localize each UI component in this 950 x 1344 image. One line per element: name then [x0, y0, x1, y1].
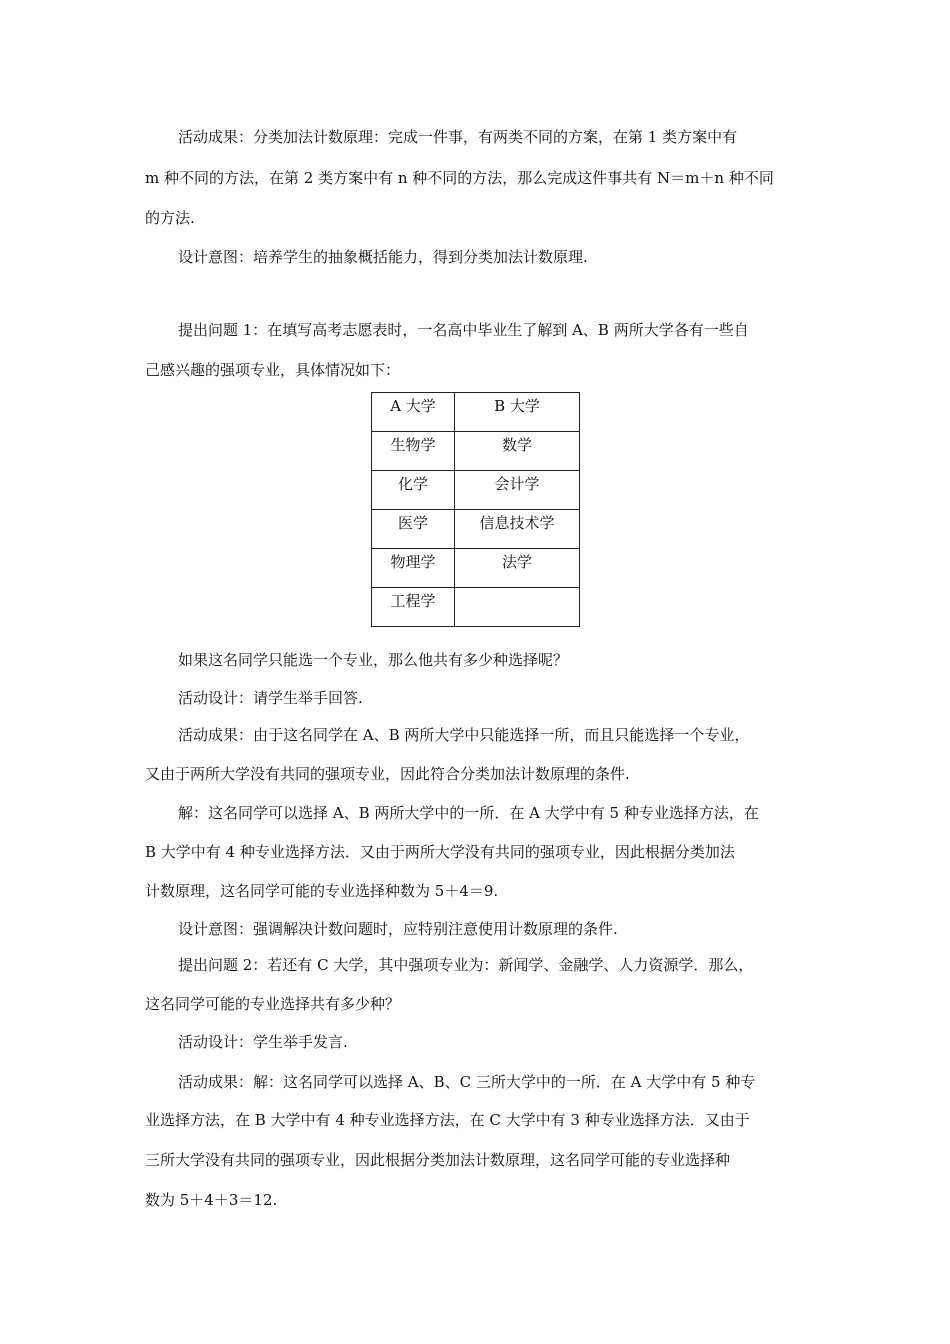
- table-row: [372, 471, 580, 510]
- paragraph-question-prompt: 如果这名同学只能选一个专业，那么他共有多少种选择呢？: [178, 651, 569, 669]
- paragraph-question-2-line-1: 提出问题 2：若还有 C 大学，其中强项专业为：新闻学、金融学、人力资源学．那么，: [178, 956, 754, 974]
- table-cell: 会计学: [455, 471, 580, 510]
- table-cell: 化学: [372, 471, 455, 510]
- table-header-row: [372, 393, 580, 432]
- table-cell: [455, 588, 580, 627]
- paragraph-question-2-line-2: 这名同学可能的专业选择共有多少种？: [145, 995, 401, 1013]
- paragraph-activity-result-1-line-3: 的方法.: [145, 209, 195, 227]
- paragraph-design-intent-2: 设计意图：强调解决计数问题时，应特别注意使用计数原理的条件.: [178, 920, 618, 938]
- table-cell: 数学: [455, 432, 580, 471]
- paragraph-activity-result-1-line-2: m 种不同的方法，在第 2 类方案中有 n 种不同的方法，那么完成这件事共有 N＝m＋n 种不同: [145, 169, 774, 187]
- paragraph-solution-1-line-3: 计数原理，这名同学可能的专业选择种数为 5＋4＝9.: [145, 882, 499, 900]
- table-cell: 信息技术学: [455, 510, 580, 549]
- paragraph-solution-1-line-2: B 大学中有 4 种专业选择方法．又由于两所大学没有共同的强项专业，因此根据分类加法: [145, 843, 735, 861]
- paragraph-activity-result-2-line-1: 活动成果：由于这名同学在 A、B 两所大学中只能选择一所，而且只能选择一个专业，: [178, 726, 750, 744]
- paragraph-question-1-line-1: 提出问题 1：在填写高考志愿表时，一名高中毕业生了解到 A、B 两所大学各有一些自: [178, 321, 749, 339]
- paragraph-activity-result-1-line-1: 活动成果：分类加法计数原理：完成一件事，有两类不同的方案，在第 1 类方案中有: [178, 128, 738, 146]
- paragraph-design-intent-1: 设计意图：培养学生的抽象概括能力，得到分类加法计数原理.: [178, 248, 588, 266]
- table-row: [372, 588, 580, 627]
- table-cell: 工程学: [372, 588, 455, 627]
- paragraph-activity-result-2-line-2: 又由于两所大学没有共同的强项专业，因此符合分类加法计数原理的条件.: [145, 765, 630, 783]
- paragraph-activity-result-3-line-3: 三所大学没有共同的强项专业，因此根据分类加法计数原理，这名同学可能的专业选择种: [145, 1151, 731, 1169]
- table-cell: 法学: [455, 549, 580, 588]
- paragraph-activity-design-2: 活动设计：学生举手发言.: [178, 1033, 348, 1051]
- table-cell: 物理学: [372, 549, 455, 588]
- table-header-cell: B 大学: [455, 393, 580, 432]
- paragraph-activity-design-1: 活动设计：请学生举手回答.: [178, 689, 363, 707]
- majors-table: [371, 392, 580, 627]
- paragraph-solution-1-line-1: 解：这名同学可以选择 A、B 两所大学中的一所．在 A 大学中有 5 种专业选择方法，在: [178, 804, 759, 822]
- paragraph-activity-result-3-line-2: 业选择方法，在 B 大学中有 4 种专业选择方法，在 C 大学中有 3 种专业选择方法．又由于: [145, 1111, 750, 1129]
- table-row: [372, 432, 580, 471]
- table-cell: 医学: [372, 510, 455, 549]
- paragraph-question-1-line-2: 己感兴趣的强项专业，具体情况如下：: [145, 361, 401, 379]
- paragraph-activity-result-3-line-1: 活动成果：解：这名同学可以选择 A、B、C 三所大学中的一所．在 A 大学中有 5 种专: [178, 1073, 756, 1091]
- table-row: [372, 549, 580, 588]
- table-cell: 生物学: [372, 432, 455, 471]
- paragraph-activity-result-3-line-4: 数为 5＋4＋3＝12.: [145, 1191, 278, 1209]
- table-header-cell: A 大学: [372, 393, 455, 432]
- table-row: [372, 510, 580, 549]
